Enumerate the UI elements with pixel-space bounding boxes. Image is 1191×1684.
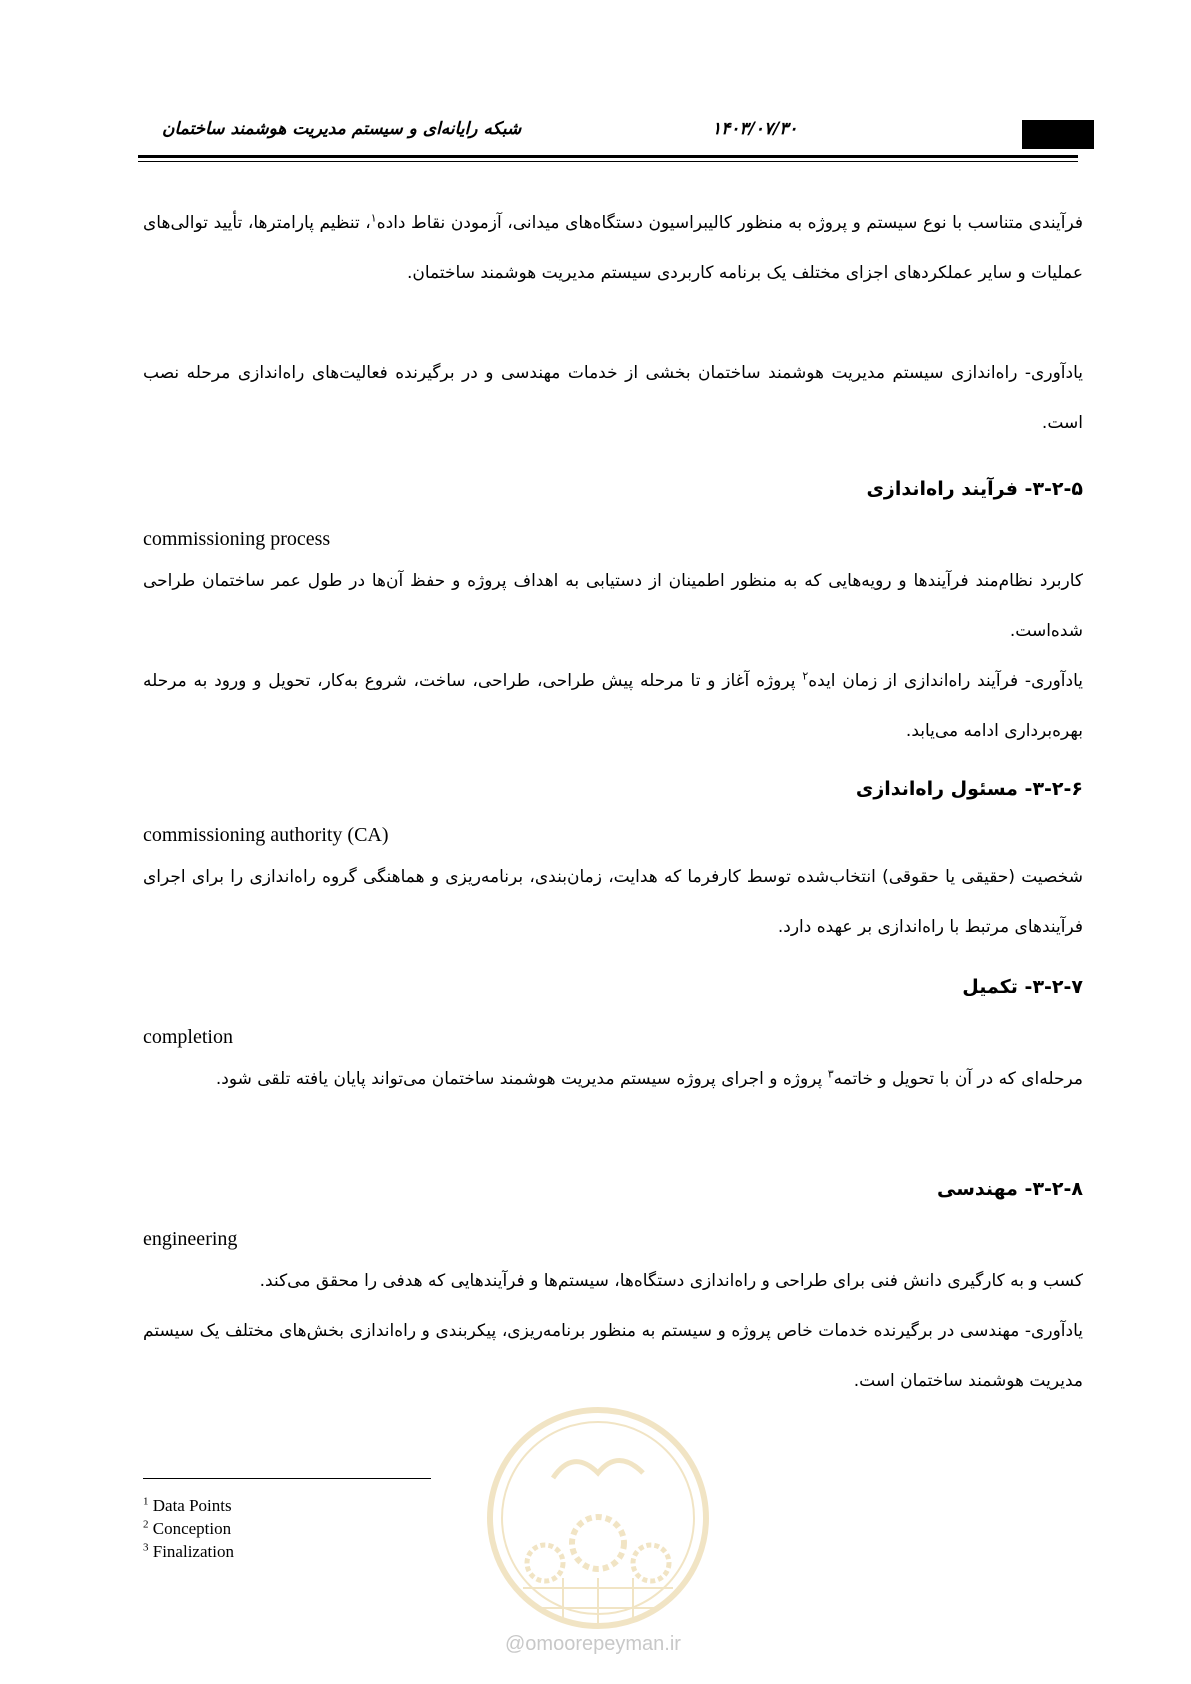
section-english-term: engineering bbox=[143, 1228, 238, 1250]
section-definition: کاربرد نظام‌مند فرآیندها و رویه‌هایی که به منظور اطمینان از دستیابی به اهداف پروژه و حفظ آن‌ها در طول عمر ساختمان طراحی شده‌است. bbox=[143, 571, 1083, 641]
section-heading-completion: ۳-۲-۷- تکمیل bbox=[962, 976, 1083, 998]
section-definition: مرحله‌ای که در آن با تحویل و خاتمه$^۳$ پروژه و اجرای پروژه سیستم مدیریت هوشمند ساختمان می‌تواند پایان یافته تلقی شود. bbox=[215, 1067, 1083, 1089]
footnote-rule bbox=[143, 1478, 431, 1479]
page-number-box bbox=[1022, 120, 1094, 149]
footnote-1: $^1$ Data Points bbox=[143, 1495, 232, 1515]
footnote-ref-2[interactable]: ۲ bbox=[802, 669, 809, 683]
footnote-ref-1[interactable]: ۱ bbox=[370, 211, 377, 225]
section-english-term: commissioning process bbox=[143, 528, 331, 550]
section-note: یادآوری- فرآیند راه‌اندازی از زمان ایده$^۲$ پروژه آغاز و تا مرحله پیش طراحی، طراحی، ساخت، شروع به‌کار، تحویل و ورود به مرحله بهره‌برداری ادامه می‌یابد. bbox=[143, 669, 1083, 741]
section-english-term: completion bbox=[143, 1026, 233, 1048]
section-definition: کسب و به کارگیری دانش فنی برای طراحی و راه‌اندازی دستگاه‌ها، سیستم‌ها و فرآیندهایی که هدفی را محقق می‌کند. bbox=[259, 1271, 1083, 1291]
header-title: شبکه رایانه‌ای و سیستم مدیریت هوشمند ساختمان bbox=[162, 119, 522, 139]
intro-paragraph: فرآیندی متناسب با نوع سیستم و پروژه به منظور کالیبراسیون دستگاه‌های میدانی، آزمودن نقاط داده$^۱$، تنظیم پارامترها، تأیید توالی‌های عملیات و سایر عملکردهای اجزای مختلف یک برنامه کاربردی سیستم مدیریت هوشمند ساختمان. bbox=[143, 211, 1083, 283]
page-header bbox=[142, 116, 1092, 150]
header-rule-thick bbox=[138, 155, 1078, 158]
header-date: ۱۴۰۳/۰۷/۳۰ bbox=[712, 119, 798, 139]
section-heading-commissioning-authority: ۳-۲-۶- مسئول راه‌اندازی bbox=[855, 778, 1083, 800]
header-rule-thin bbox=[138, 161, 1078, 162]
footnote-ref-3[interactable]: ۳ bbox=[827, 1067, 834, 1081]
watermark-site-text: @omoorepeyman.ir bbox=[505, 1633, 681, 1655]
intro-note: یادآوری- راه‌اندازی سیستم مدیریت هوشمند ساختمان بخشی از خدمات مهندسی و در برگیرنده فعالیت‌های راه‌اندازی مرحله نصب است. bbox=[143, 363, 1083, 433]
footnote-2: $^2$ Conception bbox=[143, 1518, 232, 1538]
watermark-logo-icon bbox=[483, 1403, 713, 1633]
section-definition: شخصیت (حقیقی یا حقوقی) انتخاب‌شده توسط کارفرما که هدایت، زمان‌بندی، برنامه‌ریزی و هماهنگی گروه راه‌اندازی را برای اجرای فرآیندهای مرتبط با راه‌اندازی بر عهده دارد. bbox=[143, 867, 1083, 937]
section-english-term: commissioning authority (CA) bbox=[143, 824, 389, 846]
footnote-3: $^3$ Finalization bbox=[143, 1541, 234, 1561]
section-heading-engineering: ۳-۲-۸- مهندسی bbox=[936, 1178, 1083, 1200]
section-heading-commissioning-process: ۳-۲-۵- فرآیند راه‌اندازی bbox=[866, 478, 1083, 500]
section-note: یادآوری- مهندسی در برگیرنده خدمات خاص پروژه و سیستم به منظور برنامه‌ریزی، پیکربندی و راه‌اندازی بخش‌های مختلف یک سیستم مدیریت هوشمند ساختمان است. bbox=[143, 1321, 1083, 1391]
